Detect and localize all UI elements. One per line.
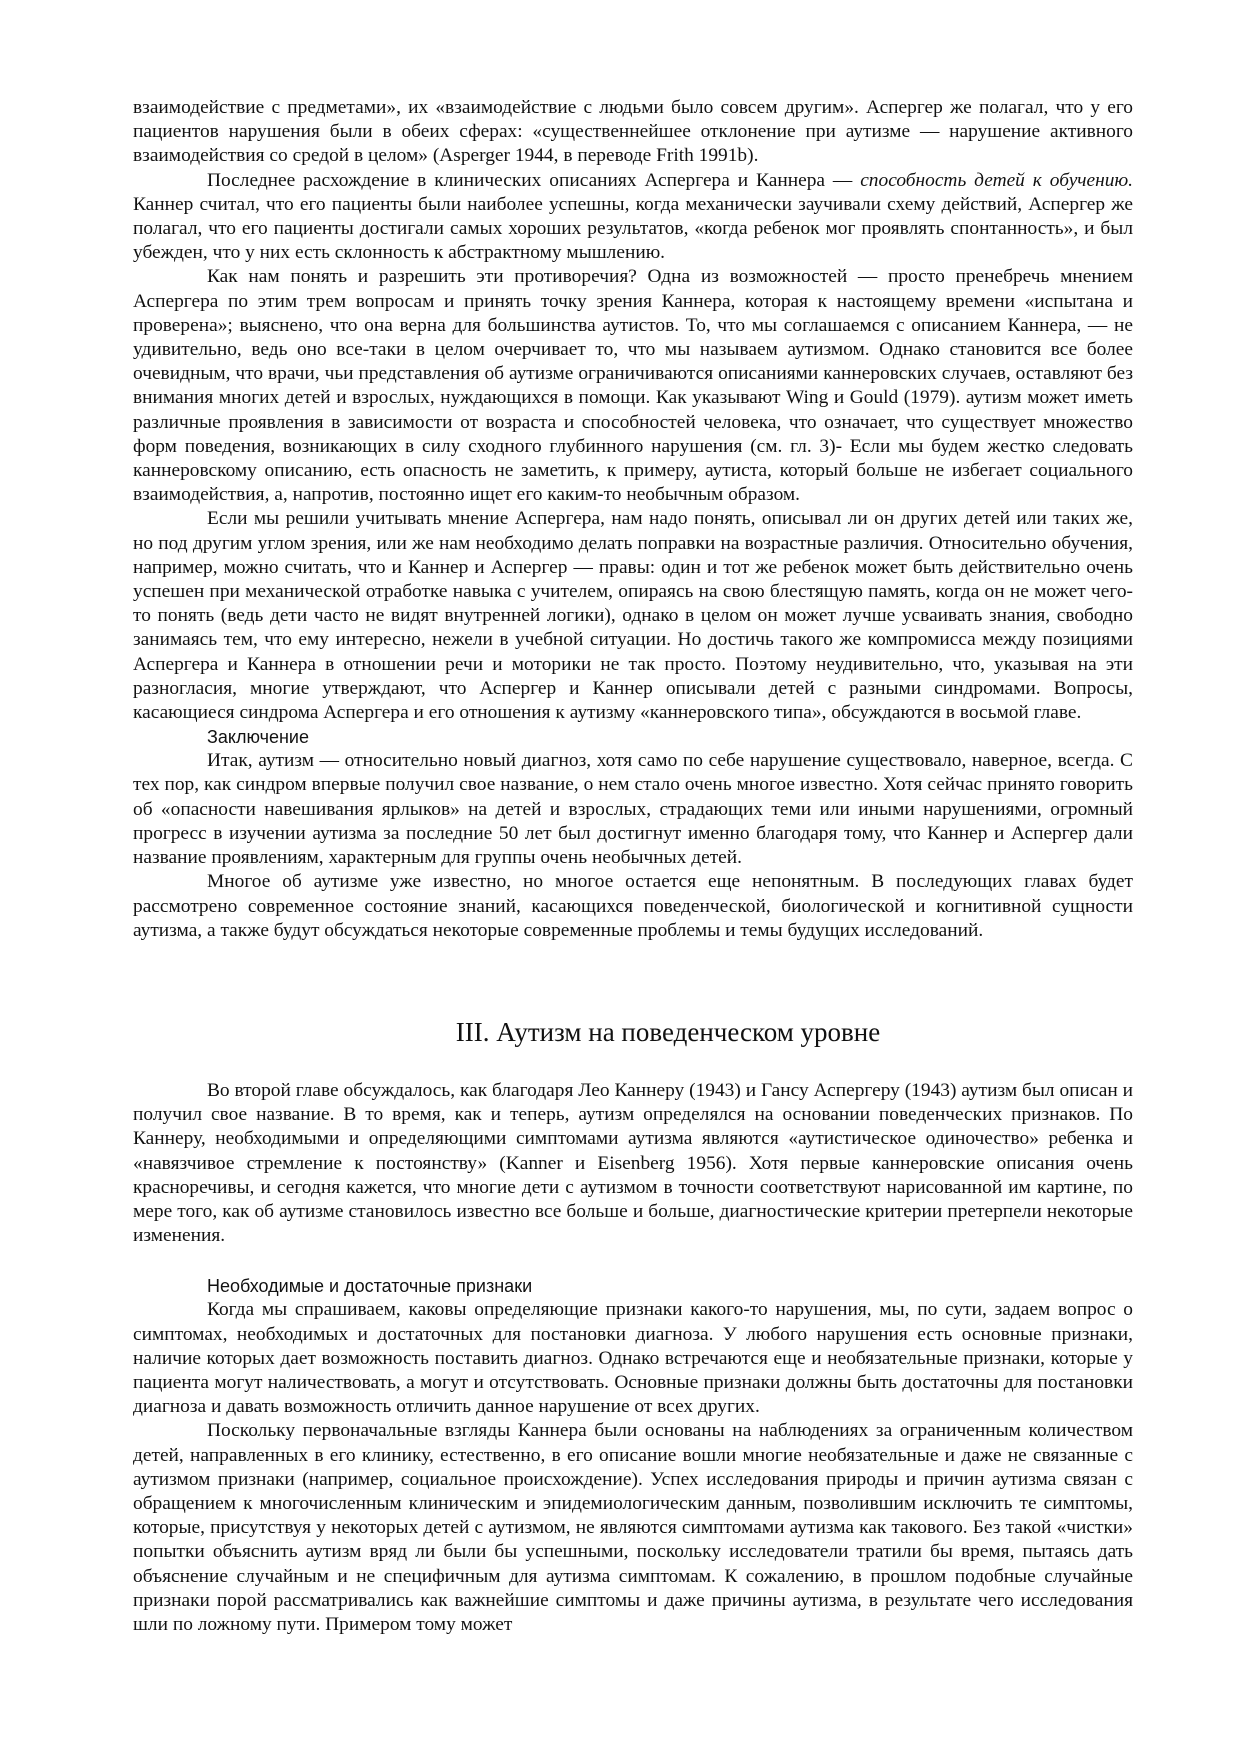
paragraph-2-start: Последнее расхождение в клинических описаниях Аспергера и Каннера — — [207, 169, 861, 191]
section-heading-signs: Необходимые и достаточные признаки — [207, 1276, 533, 1297]
paragraph-8: Когда мы спрашиваем, каковы определяющие признаки какого-то нарушения, мы, по сути, задаем вопрос о симптомах, необходимых и достаточных для постановки диагноза. У любого нарушения есть основные признаки, наличие которых дает возможность поставить диагноз. Однако встречаются еще и необязательные признаки, которые у пациента могут наличествовать, а могут и отсутствовать. Основные признаки должны быть достаточны для постановки диагноза и давать возможность отличить данное нарушение от всех других. — [133, 1299, 1133, 1418]
chapter-title: III. Аутизм на поведенческом уровне — [455, 1016, 881, 1047]
paragraph-2-emphasis: способность детей к обучению. — [860, 169, 1133, 191]
paragraph-2 — [133, 169, 1133, 266]
paragraph-7: Во второй главе обсуждалось, как благодаря Лео Каннеру (1943) и Гансу Аспергеру (1943) аутизм был описан и получил свое название. В то время, как и теперь, аутизм определялся на основании поведенческих признаков. По Каннеру, необходимыми и определяющими симптомами аутизма являются «аутистическое одиночество» ребенка и «навязчивое стремление к постоянству» (Kanner и Eisenberg 1956). Хотя первые каннеровские описания очень красноречивы, и сегодня кажется, что многие дети с аутизмом в точности соответствуют нарисованной им картине, по мере того, как об аутизме становилось известно все больше и больше, диагностические критерии претерпели некоторые изменения. — [133, 1079, 1133, 1247]
spacer — [133, 943, 1133, 1015]
paragraph-1: взаимодействие с предметами», их «взаимодействие с людьми было совсем другим». Аспергер же полагал, что у его пациентов нарушения были в обеих сферах: «существеннейшее отклонение при аутизме — нарушение активного взаимодействия со средой в целом» (Asperger 1944, в переводе Frith 1991b). — [133, 97, 1133, 167]
paragraph-9: Поскольку первоначальные взгляды Каннера были основаны на наблюдениях за ограниченным количеством детей, направленных в его клинику, естественно, в его описание вошли многие необязательные и даже не связанные с аутизмом признаки (например, социальное происхождение). Успех исследования природы и причин аутизма связан с обращением к многочисленным клиническим и эпидемиологическим данным, позволившим исключить те симптомы, которые, присутствуя у некоторых детей с аутизмом, не являются симптомами аутизма как такового. Без такой «чистки» попытки объяснить аутизм вряд ли были бы успешными, поскольку исследователи тратили бы время, пытаясь дать объяснение случайным и не специфичным для аутизма симптомам. К сожалению, в прошлом подобные случайные признаки порой рассматривались как важнейшие симптомы и даже причины аутизма, в результате чего исследования шли по ложному пути. Примером тому может — [133, 1420, 1133, 1635]
document-page — [133, 96, 1133, 1637]
paragraph-4: Если мы решили учитывать мнение Аспергера, нам надо понять, описывал ли он других детей или таких же, но под другим углом зрения, или же нам необходимо делать поправки на возрастные различия. Относительно обучения, например, можно считать, что и Каннер и Аспергер — правы: один и тот же ребенок может быть действительно очень успешен при механической отработке навыка с учителем, опираясь на свою блестящую память, когда он не может чего-то понять (ведь дети часто не видят внутренней логики), однако в целом он может лучше усваивать знания, свободно занимаясь тем, что ему интересно, нежели в учебной ситуации. Но достичь такого же компромисса между позициями Аспергера и Каннера в отношении речи и моторики не так просто. Поэтому неудивительно, что, указывая на эти разногласия, многие утверждают, что Аспергер и Каннер описывали детей с разными синдромами. Вопросы, касающиеся синдрома Аспергера и его отношения к аутизму «каннеровского типа», обсуждаются в восьмой главе. — [133, 508, 1133, 724]
paragraph-3: Как нам понять и разрешить эти противоречия? Одна из возможностей — просто пренебречь мнением Аспергера по этим трем вопросам и принять точку зрения Каннера, которая к настоящему времени «испытана и проверена»; выяснено, что она верна для большинства аутистов. То, что мы соглашаемся с описанием Каннера, — не удивительно, ведь оно все-таки в целом очерчивает то, что мы называем аутизмом. Однако становится все более очевидным, что врачи, чьи представления об аутизме ограничиваются описаниями каннеровских случаев, оставляют без внимания многих детей и взрослых, нуждающихся в помощи. Как указывают Wing и Gould (1979). аутизм может иметь различные проявления в зависимости от возраста и способностей человека, что означает, что существует множество форм поведения, возникающих в силу сходного глубинного нарушения (см. гл. 3)- Если мы будем жестко следовать каннеровскому описанию, есть опасность не заметить, к примеру, аутиста, который больше не избегает социального взаимодействия, а, напротив, постоянно ищет его каким-то необычным образом. — [133, 266, 1133, 506]
spacer — [133, 1049, 1133, 1079]
paragraph-5: Итак, аутизм — относительно новый диагноз, хотя само по себе нарушение существовало, наверное, всегда. С тех пор, как синдром впервые получил свое название, о нем стало очень многое известно. Хотя сейчас принято говорить об «опасности навешивания ярлыков» на детей и взрослых, страдающих теми или иными нарушениями, огромный прогресс в изучении аутизма за последние 50 лет был достигнут именно благодаря тому, что Каннер и Аспергер дали название проявлениям, характерным для группы очень необычных детей. — [133, 750, 1133, 869]
paragraph-2-end: Каннер считал, что его пациенты были наиболее успешны, когда механически заучивали схему действий, Аспергер же полагал, что его пациенты достигали самых хороших результатов, «когда ребенок мог проявлять спонтанность», и был убежден, что у них есть склонность к абстрактному мышлению. — [133, 193, 1133, 264]
section-heading-conclusion: Заключение — [207, 727, 309, 748]
paragraph-6: Многое об аутизме уже известно, но многое остается еще непонятным. В последующих главах будет рассмотрено современное состояние знаний, касающихся поведенческой, биологической и когнитивной сущности аутизма, а также будут обсуждаться некоторые современные проблемы и темы будущих исследований. — [133, 871, 1133, 941]
spacer — [133, 1248, 1133, 1274]
